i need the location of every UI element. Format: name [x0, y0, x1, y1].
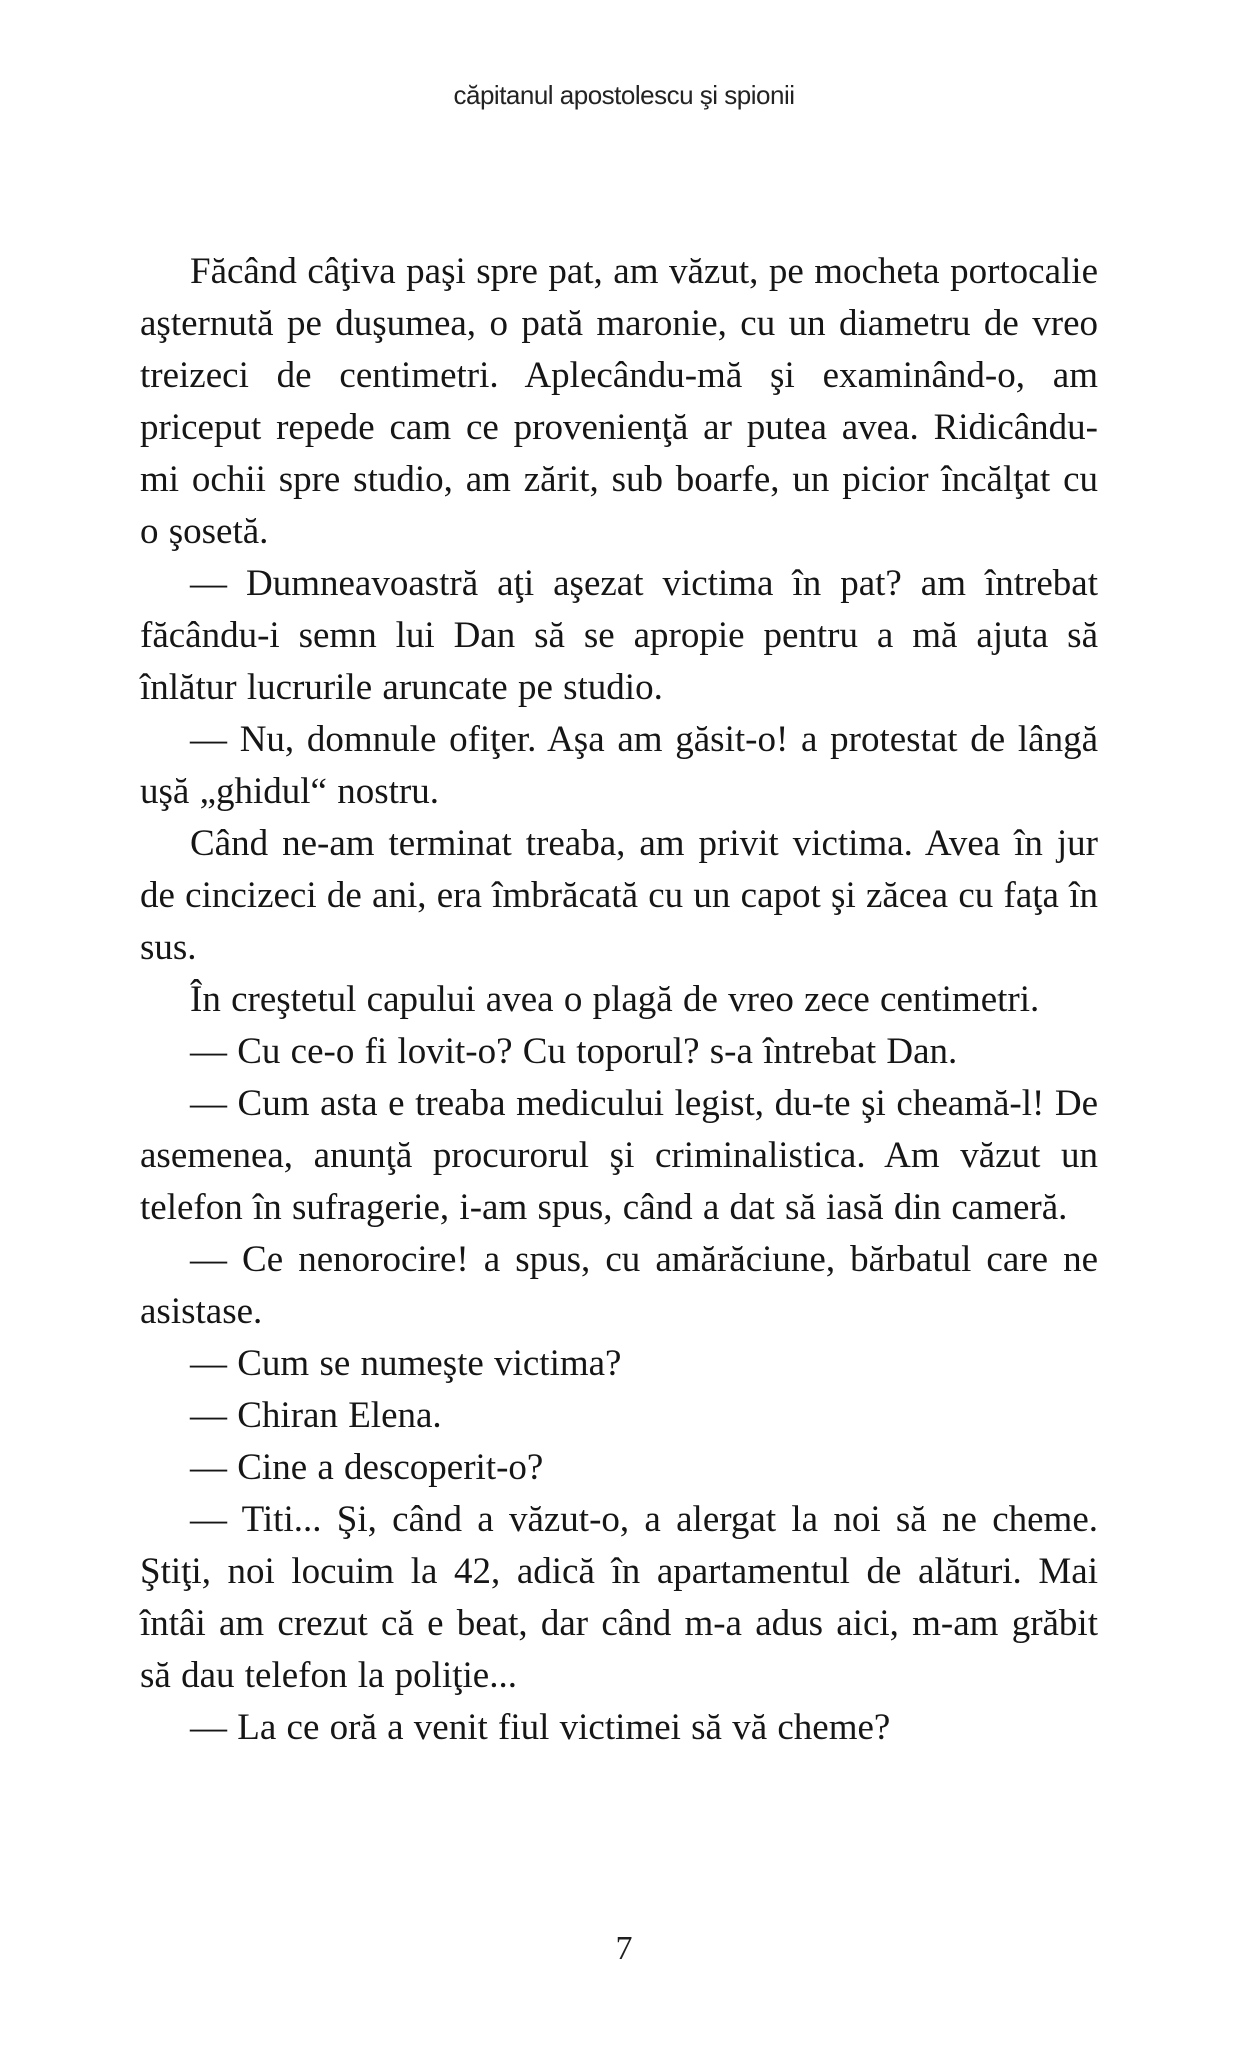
paragraph: În creştetul capului avea o plagă de vreo zece centimetri.: [190, 979, 1040, 1020]
running-header: căpitanul apostolescu şi spionii: [453, 80, 795, 110]
page-text-block: [140, 246, 1098, 1754]
paragraph: — La ce oră a venit fiul victimei să vă cheme?: [190, 1707, 891, 1748]
page-number: 7: [615, 1930, 633, 1967]
paragraph: — Cine a descoperit-o?: [190, 1447, 544, 1488]
paragraph: — Cum se numeşte victima?: [190, 1343, 622, 1384]
paragraph: — Ce nenorocire! a spus, cu amărăciune, bărbatul care ne asistase.: [140, 1239, 1098, 1332]
paragraph: — Cum asta e treaba medicului legist, du-te şi cheamă-l! De asemenea, anunţă procurorul şi criminalistica. Am văzut un telefon în sufragerie, i-am spus, când a dat să iasă din cameră.: [140, 1083, 1098, 1228]
paragraph: — Chiran Elena.: [190, 1395, 442, 1436]
paragraph: — Nu, domnule ofiţer. Aşa am găsit-o! a protestat de lângă uşă „ghidul“ nostru.: [140, 719, 1098, 812]
paragraph: Când ne-am terminat treaba, am privit victima. Avea în jur de cincizeci de ani, era îmbrăcată cu un capot şi zăcea cu faţa în sus.: [140, 823, 1098, 968]
paragraph: — Dumneavoastră aţi aşezat victima în pat? am întrebat făcându-i semn lui Dan să se apropie pentru a mă ajuta să înlătur lucrurile aruncate pe studio.: [140, 563, 1098, 708]
paragraph: — Cu ce-o fi lovit-o? Cu toporul? s-a întrebat Dan.: [190, 1031, 958, 1072]
paragraph: Făcând câţiva paşi spre pat, am văzut, pe mocheta portocalie aşternută pe duşumea, o pată maronie, cu un diametru de vreo treizeci de centimetri. Aplecându-mă şi examinând-o, am priceput repede cam ce provenienţă ar putea avea. Ridicându-mi ochii spre studio, am zărit, sub boarfe, un picior încălţat cu o şosetă.: [140, 251, 1098, 552]
paragraph: — Titi... Şi, când a văzut-o, a alergat la noi să ne cheme. Ştiţi, noi locuim la 42, adică în apartamentul de alături. Mai întâi am crezut că e beat, dar când m-a adus aici, m-am grăbit să dau telefon la poliţie...: [140, 1499, 1098, 1696]
